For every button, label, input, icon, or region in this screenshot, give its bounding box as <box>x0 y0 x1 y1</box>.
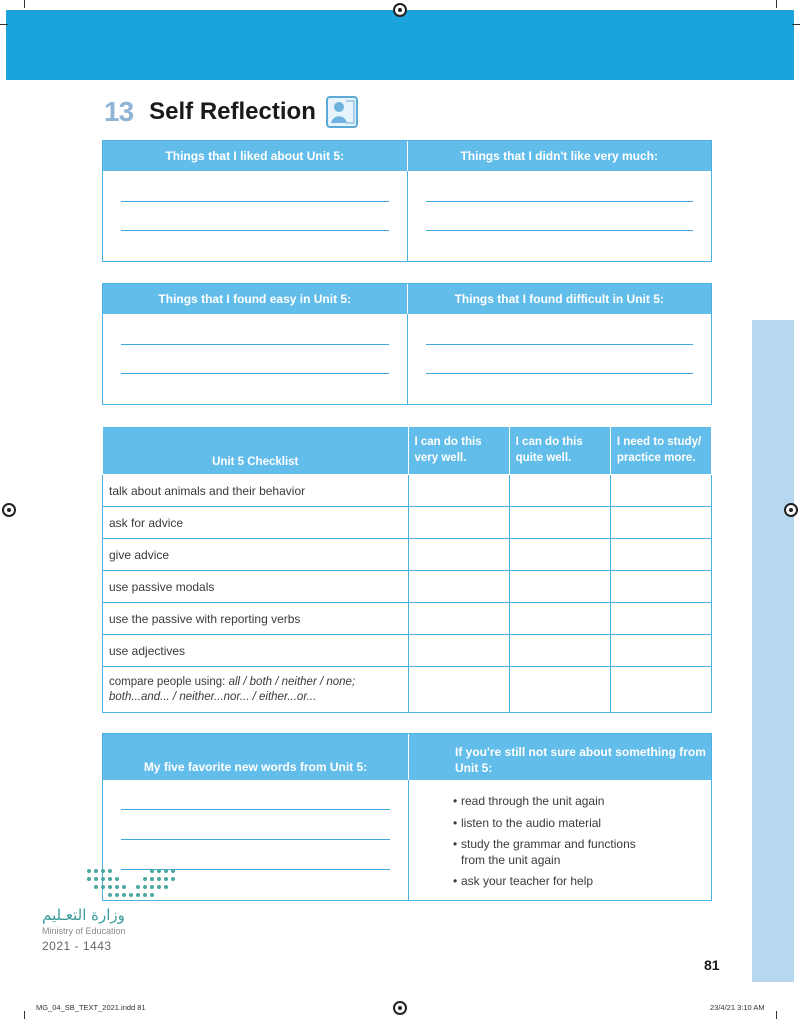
liked-writing-area[interactable] <box>103 171 407 261</box>
col-need-study: I need to study/ practice more. <box>610 427 711 475</box>
col-quite-well: I can do this quite well. <box>509 427 610 475</box>
ministry-name-english: Ministry of Education <box>42 926 126 936</box>
skill-label <box>103 667 409 713</box>
list-item: • listen to the audio material <box>453 816 711 832</box>
writing-line <box>121 373 389 374</box>
checkbox-cell[interactable] <box>509 667 610 713</box>
checkbox-cell[interactable] <box>408 667 509 713</box>
ministry-name-arabic: وزارة التعـليم <box>42 906 125 924</box>
crop-mark <box>776 1011 777 1019</box>
checkbox-cell[interactable] <box>610 475 711 507</box>
list-item: • ask your teacher for help <box>453 874 711 890</box>
crop-mark <box>24 0 25 8</box>
checkbox-cell[interactable] <box>610 571 711 603</box>
col-very-well: I can do this very well. <box>408 427 509 475</box>
ministry-logo-icon <box>86 867 178 899</box>
top-color-band <box>6 10 794 80</box>
table-row <box>103 635 712 667</box>
print-slug-timestamp: 23/4/21 3:10 AM <box>710 1003 765 1012</box>
table-row <box>103 571 712 603</box>
crop-mark <box>792 24 800 25</box>
skill-label: talk about animals and their behavior <box>103 475 409 507</box>
registration-mark-icon <box>2 503 16 517</box>
checkbox-cell[interactable] <box>408 539 509 571</box>
compare-words: all / both / neither / none; both...and... / neither...nor... / either...or... <box>109 675 356 703</box>
writing-line <box>121 230 389 231</box>
checkbox-cell[interactable] <box>509 571 610 603</box>
disliked-writing-area[interactable] <box>407 171 712 261</box>
writing-line <box>121 809 390 810</box>
liked-box <box>102 140 712 262</box>
checkbox-cell[interactable] <box>408 475 509 507</box>
checkbox-cell[interactable] <box>408 603 509 635</box>
table-row <box>103 539 712 571</box>
skill-label: use the passive with reporting verbs <box>103 603 409 635</box>
registration-mark-icon <box>393 3 407 17</box>
page-number: 81 <box>704 957 720 973</box>
writing-line <box>121 344 389 345</box>
list-item: • read through the unit again <box>453 794 711 810</box>
table-row <box>103 667 712 713</box>
writing-line <box>121 201 389 202</box>
writing-line <box>426 230 694 231</box>
ministry-year: 2021 - 1443 <box>42 939 112 953</box>
checkbox-cell[interactable] <box>509 635 610 667</box>
writing-line <box>121 839 390 840</box>
unit-number: 13 <box>104 96 134 127</box>
liked-header: Things that I liked about Unit 5: <box>165 149 345 163</box>
registration-mark-icon <box>393 1001 407 1015</box>
not-sure-header: If you're still not sure about something from Unit 5: <box>408 734 711 780</box>
self-reflection-icon <box>326 96 358 128</box>
writing-line <box>426 373 694 374</box>
checkbox-cell[interactable] <box>509 539 610 571</box>
checkbox-cell[interactable] <box>610 635 711 667</box>
easy-header: Things that I found easy in Unit 5: <box>158 292 352 306</box>
checkbox-cell[interactable] <box>509 603 610 635</box>
writing-line <box>426 201 694 202</box>
checkbox-cell[interactable] <box>610 539 711 571</box>
list-item: • study the grammar and functions from the unit again <box>453 837 653 868</box>
table-row <box>103 475 712 507</box>
skill-label: use adjectives <box>103 635 409 667</box>
unit-checklist-table <box>102 426 712 713</box>
checkbox-cell[interactable] <box>610 667 711 713</box>
checkbox-cell[interactable] <box>408 571 509 603</box>
page-title: Self Reflection <box>149 98 316 125</box>
checkbox-cell[interactable] <box>509 507 610 539</box>
easy-box <box>102 283 712 405</box>
checkbox-cell[interactable] <box>408 507 509 539</box>
crop-mark <box>0 24 8 25</box>
skill-label: use passive modals <box>103 571 409 603</box>
checklist-title: Unit 5 Checklist <box>103 427 409 475</box>
side-tab-strip <box>752 320 794 982</box>
difficult-writing-area[interactable] <box>407 314 712 404</box>
easy-writing-area[interactable] <box>103 314 407 404</box>
compare-prefix: compare people using: <box>109 675 229 688</box>
crop-mark <box>24 1011 25 1019</box>
checkbox-cell[interactable] <box>610 603 711 635</box>
registration-mark-icon <box>784 503 798 517</box>
table-row <box>103 603 712 635</box>
writing-line <box>426 344 694 345</box>
table-row <box>103 507 712 539</box>
tips-list <box>453 794 711 890</box>
favorites-box <box>102 733 712 901</box>
favorite-words-header: My five favorite new words from Unit 5: <box>143 760 368 774</box>
skill-label: ask for advice <box>103 507 409 539</box>
checkbox-cell[interactable] <box>509 475 610 507</box>
difficult-header: Things that I found difficult in Unit 5: <box>407 284 712 314</box>
checkbox-cell[interactable] <box>408 635 509 667</box>
checkbox-cell[interactable] <box>610 507 711 539</box>
disliked-header: Things that I didn't like very much: <box>407 141 712 171</box>
print-slug-file: MG_04_SB_TEXT_2021.indd 81 <box>36 1003 146 1012</box>
skill-label: give advice <box>103 539 409 571</box>
crop-mark <box>776 0 777 8</box>
page-heading <box>104 94 358 130</box>
